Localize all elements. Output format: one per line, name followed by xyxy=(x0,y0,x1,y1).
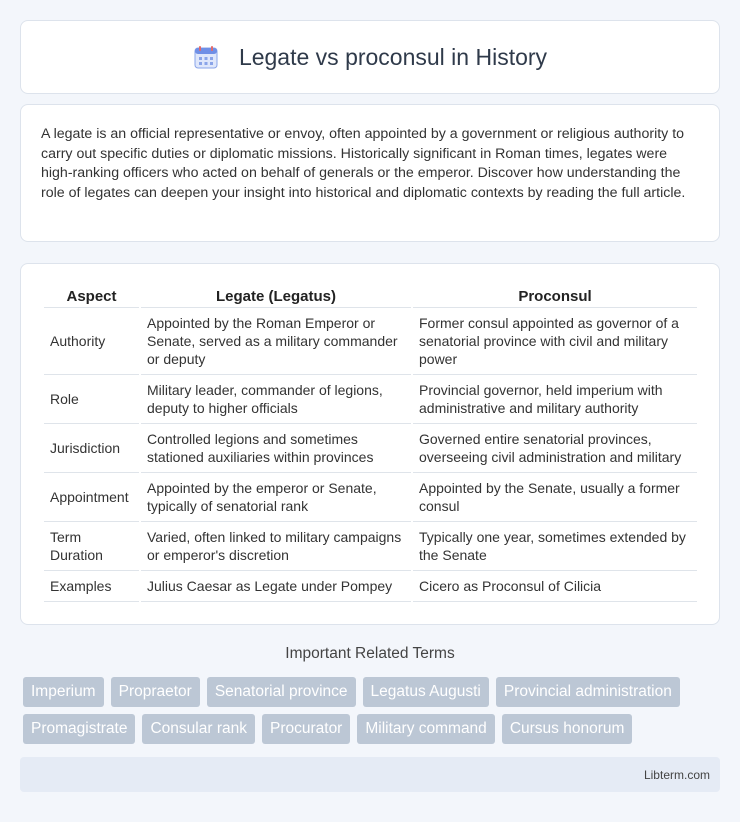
cell-proconsul: Typically one year, sometimes extended by the Senate xyxy=(413,522,697,571)
intro-text: A legate is an official representative or envoy, often appointed by a government or religious authority to carry out specific duties or diplomatic missions. Historically significant in Roman times, legates were high-ranking officers who acted on behalf of generals or the emperor. Discover how understanding the role of legates can deepen your insight into historical and diplomatic contexts by reading the full article. xyxy=(41,126,686,201)
related-term-tag[interactable]: Procurator xyxy=(262,714,350,744)
column-header-aspect: Aspect xyxy=(44,284,139,308)
table-row xyxy=(44,473,697,522)
table-row xyxy=(44,375,697,424)
related-term-tag[interactable]: Imperium xyxy=(23,677,104,707)
related-terms-list xyxy=(23,677,723,744)
cell-proconsul: Cicero as Proconsul of Cilicia xyxy=(413,571,697,602)
related-term-tag[interactable]: Cursus honorum xyxy=(502,714,633,744)
cell-legate: Varied, often linked to military campaigns or emperor's discretion xyxy=(141,522,411,571)
table-row xyxy=(44,424,697,473)
table-row xyxy=(44,522,697,571)
table-row xyxy=(44,571,697,602)
cell-aspect: Appointment xyxy=(44,473,139,522)
intro-card xyxy=(20,104,720,242)
cell-legate: Military leader, commander of legions, deputy to higher officials xyxy=(141,375,411,424)
cell-aspect: Role xyxy=(44,375,139,424)
related-term-tag[interactable]: Provincial administration xyxy=(496,677,680,707)
cell-aspect: Examples xyxy=(44,571,139,602)
related-term-tag[interactable]: Promagistrate xyxy=(23,714,135,744)
table-row xyxy=(44,308,697,375)
cell-proconsul: Governed entire senatorial provinces, overseeing civil administration and military xyxy=(413,424,697,473)
table-header-row xyxy=(44,284,697,308)
comparison-table xyxy=(42,284,699,602)
cell-aspect: Jurisdiction xyxy=(44,424,139,473)
comparison-card xyxy=(20,263,720,625)
cell-proconsul: Provincial governor, held imperium with administrative and military authority xyxy=(413,375,697,424)
related-term-tag[interactable]: Military command xyxy=(357,714,494,744)
cell-legate: Julius Caesar as Legate under Pompey xyxy=(141,571,411,602)
related-term-tag[interactable]: Senatorial province xyxy=(207,677,356,707)
cell-aspect: Authority xyxy=(44,308,139,375)
cell-legate: Controlled legions and sometimes stationed auxiliaries within provinces xyxy=(141,424,411,473)
cell-legate: Appointed by the Roman Emperor or Senate, served as a military commander or deputy xyxy=(141,308,411,375)
column-header-proconsul: Proconsul xyxy=(413,284,697,308)
cell-proconsul: Appointed by the Senate, usually a former consul xyxy=(413,473,697,522)
related-term-tag[interactable]: Propraetor xyxy=(111,677,200,707)
related-terms-title: Important Related Terms xyxy=(285,645,455,662)
calendar-icon xyxy=(193,44,219,70)
cell-aspect: Term Duration xyxy=(44,522,139,571)
related-term-tag[interactable]: Legatus Augusti xyxy=(363,677,489,707)
column-header-legate: Legate (Legatus) xyxy=(141,284,411,308)
header-card xyxy=(20,20,720,94)
cell-legate: Appointed by the emperor or Senate, typically of senatorial rank xyxy=(141,473,411,522)
footer-site-link[interactable]: Libterm.com xyxy=(643,767,710,782)
cell-proconsul: Former consul appointed as governor of a senatorial province with civil and military power xyxy=(413,308,697,375)
footer xyxy=(20,757,720,792)
related-term-tag[interactable]: Consular rank xyxy=(142,714,255,744)
page-title: Legate vs proconsul in History xyxy=(238,43,548,70)
